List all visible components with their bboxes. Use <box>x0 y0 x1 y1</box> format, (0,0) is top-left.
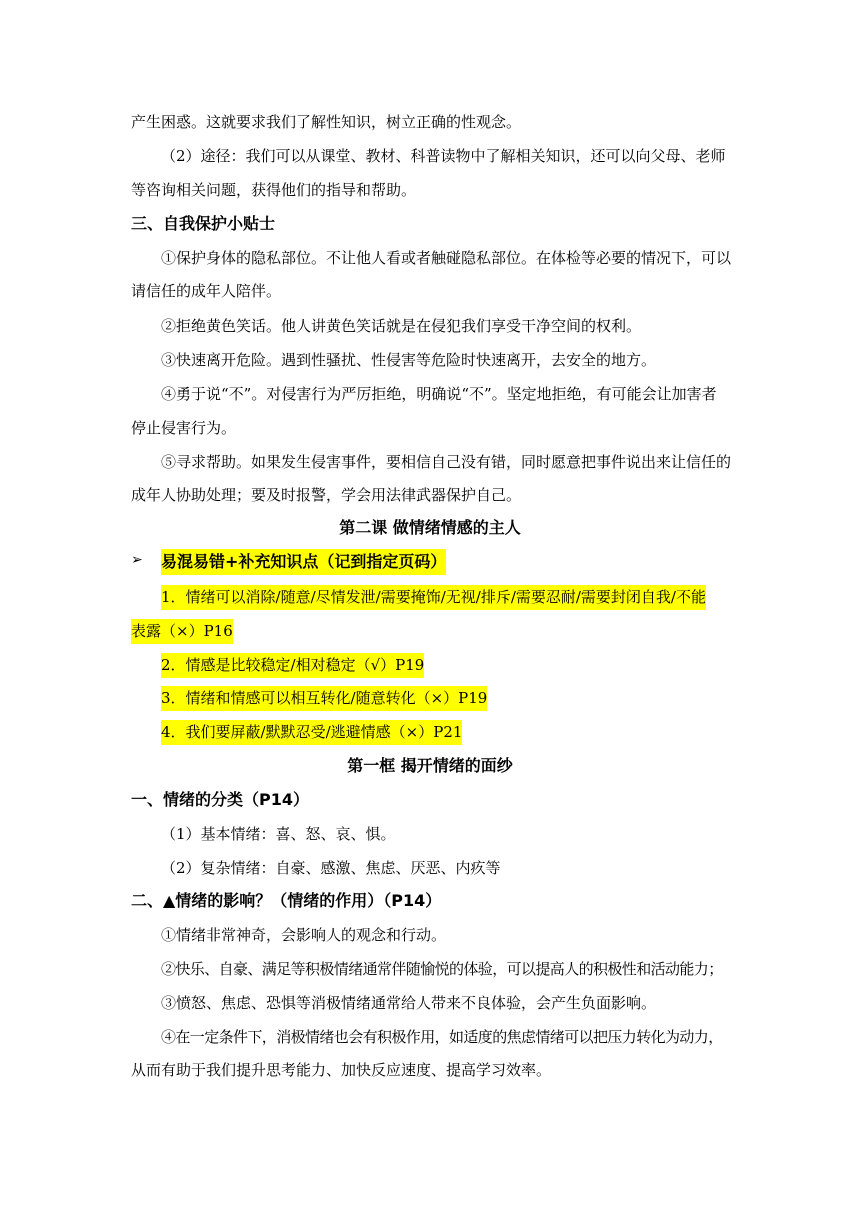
highlight-line <box>161 688 761 708</box>
text-line: ②快乐、自豪、满足等积极情绪通常伴随愉悦的体验，可以提高人的积极性和活动能力； <box>161 960 723 978</box>
section-heading: 一、情绪的分类（P14） <box>131 790 309 809</box>
text-line: ③愤怒、焦虑、恐惧等消极情绪通常给人带来不良体验，会产生负面影响。 <box>161 994 657 1012</box>
highlight-heading <box>161 552 761 572</box>
section-heading: 三、自我保护小贴士 <box>131 214 276 233</box>
section-title: 第一框 揭开情绪的面纱 <box>347 756 513 775</box>
text-line: ④勇于说“不”。对侵害行为严厉拒绝，明确说“不”。坚定地拒绝，有可能会让加害者 <box>161 385 717 403</box>
text-line: 请信任的成年人陪伴。 <box>131 282 282 300</box>
lesson-title: 第二课 做情绪情感的主人 <box>339 518 521 537</box>
text-line: 停止侵害行为。 <box>131 419 237 437</box>
text-line: （2）途径：我们可以从课堂、教材、科普读物中了解相关知识，还可以向父母、老师 <box>161 147 726 165</box>
highlight-text: 表露（×）P16 <box>131 619 233 644</box>
text-line: ③快速离开危险。遇到性骚扰、性侵害等危险时快速离开，去安全的地方。 <box>161 351 657 369</box>
highlight-heading-text: 易混易错+补充知识点（记到指定页码） <box>161 549 446 575</box>
section-heading: 二、▲情绪的影响？（情绪的作用）（P14） <box>131 891 442 910</box>
text-line: ①保护身体的隐私部位。不让他人看或者触碰隐私部位。在体检等必要的情况下，可以 <box>161 249 732 267</box>
highlight-line <box>161 587 761 607</box>
highlight-line <box>161 655 761 675</box>
highlight-line <box>131 621 731 641</box>
bullet-arrow-icon: ➢ <box>131 552 143 568</box>
text-line: 等咨询相关问题，获得他们的指导和帮助。 <box>131 181 417 199</box>
highlight-text: 3．情绪和情感可以相互转化/随意转化（×）P19 <box>161 686 487 711</box>
text-line: ②拒绝黄色笑话。他人讲黄色笑话就是在侵犯我们享受干净空间的权利。 <box>161 317 642 335</box>
text-line: ①情绪非常神奇，会影响人的观念和行动。 <box>161 926 447 944</box>
text-line: 成年人协助处理；要及时报警，学会用法律武器保护自己。 <box>131 486 522 504</box>
text-line: ⑤寻求帮助。如果发生侵害事件，要相信自己没有错，同时愿意把事件说出来让信任的 <box>161 453 732 471</box>
text-line: 产生困惑。这就要求我们了解性知识，树立正确的性观念。 <box>131 113 522 131</box>
text-line: ④在一定条件下，消极情绪也会有积极作用，如适度的焦虑情绪可以把压力转化为动力， <box>161 1028 723 1046</box>
text-line: （2）复杂情绪：自豪、感激、焦虑、厌恶、内疚等 <box>161 859 501 877</box>
highlight-line <box>161 722 761 742</box>
text-line: 从而有助于我们提升思考能力、加快反应速度、提高学习效率。 <box>131 1061 552 1079</box>
highlight-text: 1．情绪可以消除/随意/尽情发泄/需要掩饰/无视/排斥/需要忍耐/需要封闭自我/不能 <box>161 585 706 610</box>
highlight-text: 2．情感是比较稳定/相对稳定（√）P19 <box>161 653 424 678</box>
highlight-text: 4．我们要屏蔽/默默忍受/逃避情感（×）P21 <box>161 720 462 745</box>
text-line: （1）基本情绪：喜、怒、哀、惧。 <box>161 825 396 843</box>
